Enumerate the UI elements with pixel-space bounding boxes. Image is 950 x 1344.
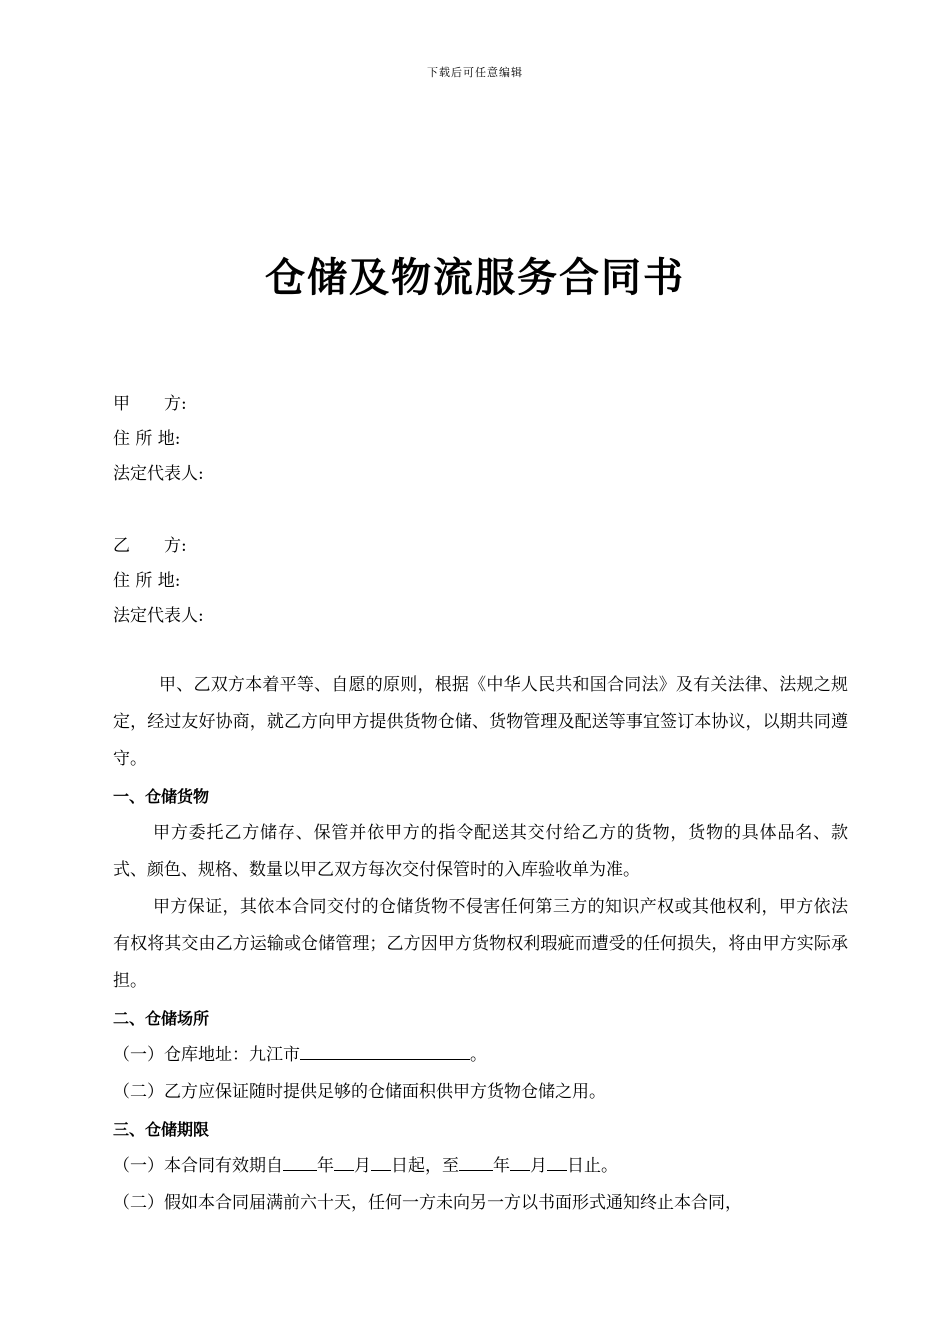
section-3-item-2: （二）假如本合同届满前六十天，任何一方未向另一方以书面形式通知终止本合同，: [113, 1193, 742, 1213]
party-b-name-label: 乙 方:: [113, 536, 187, 556]
end-day-label: 日止。: [567, 1156, 618, 1176]
section-1-paragraph-1: 甲方委托乙方储存、保管并依甲方的指令配送其交付给乙方的货物，货物的具体品名、款式、颜色、规格、数量以甲乙双方每次交付保管时的入库验收单为准。: [113, 823, 848, 880]
party-a-address-label: 住 所 地:: [113, 429, 181, 449]
party-a-rep-label: 法定代表人:: [113, 464, 204, 484]
contract-body: [113, 667, 848, 1222]
warehouse-address-suffix: 。: [470, 1045, 487, 1065]
party-a-name-label: 甲 方:: [113, 394, 187, 414]
section-2-item-2: （二）乙方应保证随时提供足够的仓储面积供甲方货物仓储之用。: [113, 1082, 606, 1102]
section-1-heading: 一、仓储货物: [113, 787, 210, 806]
end-year-blank: [459, 1152, 493, 1171]
start-year-label: 年: [317, 1156, 334, 1176]
section-3-item-1: [113, 1148, 848, 1185]
start-day-label: 日起，至: [391, 1156, 459, 1176]
party-b-rep-label: 法定代表人:: [113, 606, 204, 626]
warehouse-address-blank: [300, 1041, 470, 1060]
start-year-blank: [283, 1152, 317, 1171]
intro-paragraph: 甲、乙双方本着平等、自愿的原则，根据《中华人民共和国合同法》及有关法律、法规之规定，经过友好协商，就乙方向甲方提供货物仓储、货物管理及配送等事宜签订本协议，以期共同遵守。: [113, 675, 848, 769]
party-b-block: [113, 529, 204, 634]
end-month-label: 月: [530, 1156, 547, 1176]
end-month-blank: [510, 1152, 530, 1171]
document-title: 仓储及物流服务合同书: [265, 254, 685, 301]
end-year-label: 年: [493, 1156, 510, 1176]
party-a-block: [113, 387, 204, 492]
warehouse-address-label: （一）仓库地址：九江市: [113, 1045, 300, 1065]
start-month-label: 月: [354, 1156, 371, 1176]
term-prefix: （一）本合同有效期自: [113, 1156, 283, 1176]
section-2-heading: 二、仓储场所: [113, 1009, 210, 1028]
start-month-blank: [334, 1152, 354, 1171]
start-day-blank: [371, 1152, 391, 1171]
header-note: 下载后可任意编辑: [427, 66, 523, 79]
section-2-item-1: [113, 1037, 848, 1074]
end-day-blank: [547, 1152, 567, 1171]
section-1-paragraph-2: 甲方保证，其依本合同交付的仓储货物不侵害任何第三方的知识产权或其他权利，甲方依法有权将其交由乙方运输或仓储管理；乙方因甲方货物权利瑕疵而遭受的任何损失，将由甲方实际承担。: [113, 897, 848, 991]
party-b-address-label: 住 所 地:: [113, 571, 181, 591]
section-3-heading: 三、仓储期限: [113, 1120, 210, 1139]
